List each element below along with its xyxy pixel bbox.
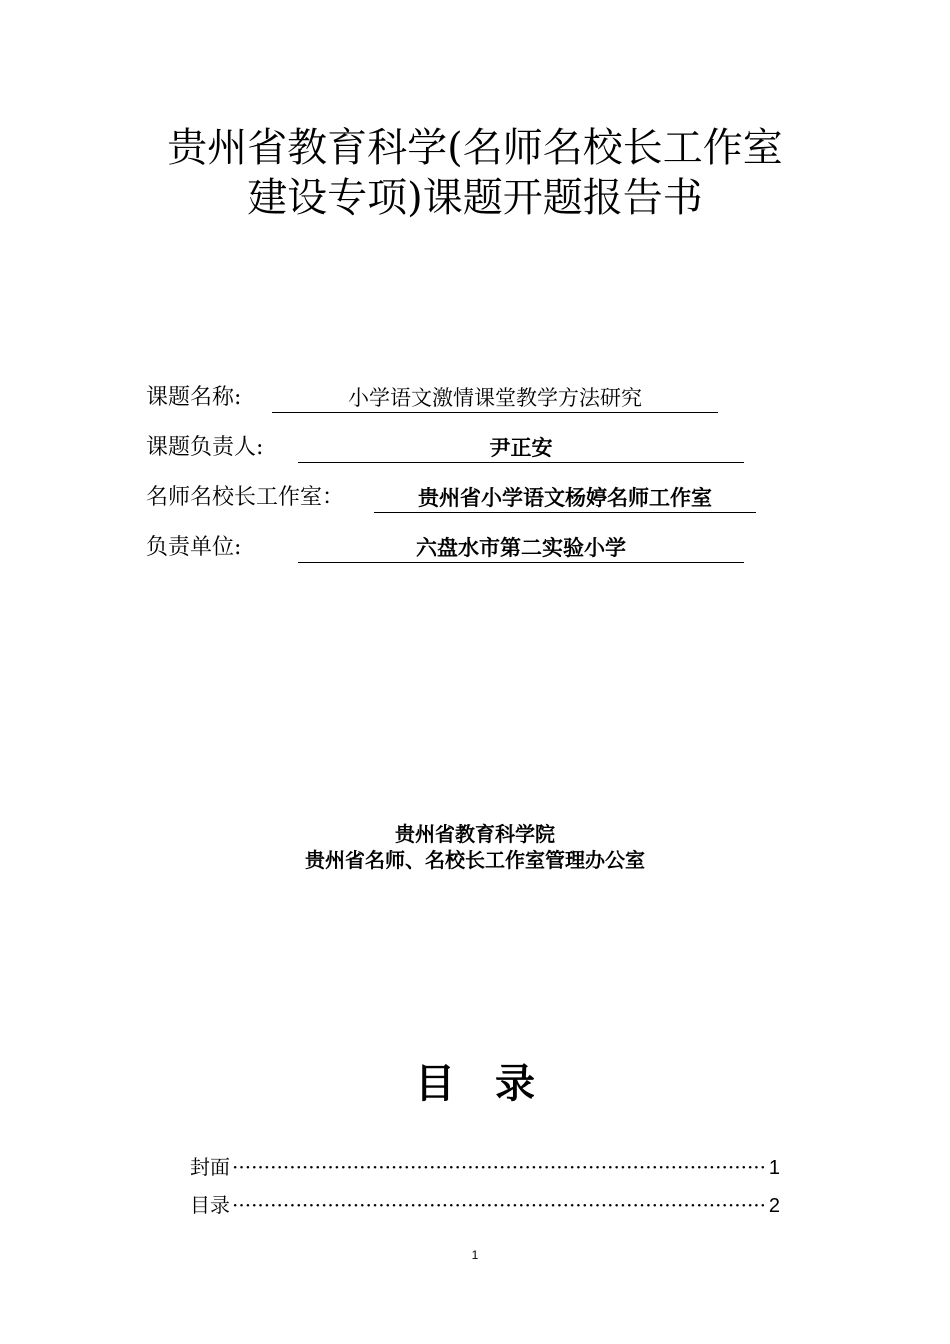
field-value: 小学语文激情课堂教学方法研究: [272, 382, 718, 413]
toc-entry-label: 封面: [190, 1155, 230, 1179]
toc-heading: 目录: [415, 1061, 575, 1107]
field-value: 六盘水市第二实验小学: [298, 532, 744, 563]
toc-entry[interactable]: [190, 1152, 780, 1182]
field-label: 名师名校长工作室：: [146, 485, 345, 510]
field-value: 贵州省小学语文杨婷名师工作室: [374, 482, 756, 513]
toc-entry-page: 1: [768, 1157, 780, 1179]
toc-dot-leader: [232, 1152, 767, 1182]
field-value: 尹正安: [298, 432, 744, 463]
page-number: 1: [471, 1248, 479, 1262]
toc-entry-page: 2: [768, 1195, 780, 1217]
field-label: 负责单位:: [146, 535, 242, 560]
document-title-line1: 贵州省教育科学(名师名校长工作室: [167, 125, 783, 171]
organization-line1: 贵州省教育科学院: [395, 822, 555, 846]
field-label: 课题负责人:: [146, 435, 264, 460]
document-title-line2: 建设专项)课题开题报告书: [247, 175, 703, 221]
field-label: 课题名称:: [146, 385, 242, 410]
toc-entry-label: 目录: [190, 1193, 230, 1217]
toc-entry[interactable]: [190, 1190, 780, 1220]
organization-line2: 贵州省名师、名校长工作室管理办公室: [305, 848, 645, 872]
toc-dot-leader: [232, 1190, 767, 1220]
